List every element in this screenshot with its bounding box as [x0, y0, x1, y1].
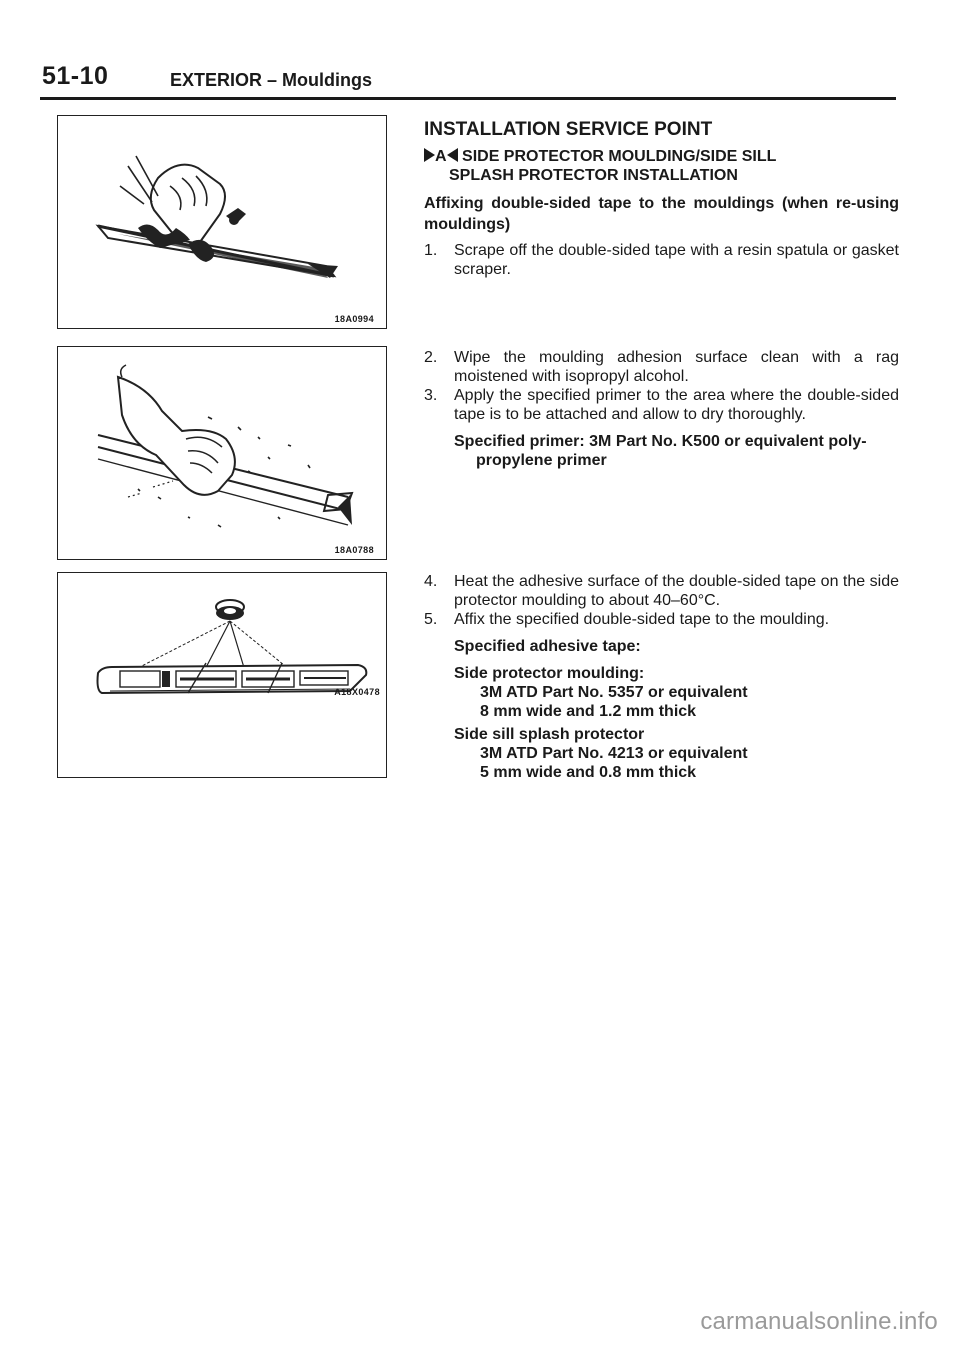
primer-line1: Specified primer: 3M Part No. K500 or equivalent poly-: [454, 433, 867, 450]
figure-wiping: [57, 346, 387, 560]
side-protector-size: 8 mm wide and 1.2 mm thick: [480, 703, 697, 720]
moulding-tape-icon: [58, 573, 386, 777]
procedure-intro: Affixing double-sided tape to the mouldings (when re-using mouldings): [424, 195, 899, 233]
step-text: Wipe the moulding adhesion surface clean with a rag moistened with isopropyl alcohol.: [454, 349, 899, 385]
watermark: carmanualsonline.info: [700, 1308, 938, 1335]
step-item: [424, 610, 899, 629]
section-heading: INSTALLATION SERVICE POINT: [424, 119, 713, 140]
figure-code: 18A0994: [334, 314, 374, 324]
primer-line2: propylene primer: [476, 452, 607, 469]
step-item: [424, 241, 899, 279]
step-number: 2.: [424, 349, 438, 366]
sill-part: 3M ATD Part No. 4213 or equivalent: [480, 745, 748, 762]
step-text: Apply the specified primer to the area where the double-sided tape is to be attached and allow to dry thoroughly.: [454, 387, 899, 423]
procedure-subheading: [424, 147, 899, 166]
step-text: Heat the adhesive surface of the double-sided tape on the side protector moulding to about 40–60°C.: [454, 573, 899, 609]
sill-size: 5 mm wide and 0.8 mm thick: [480, 764, 697, 781]
wiping-hand-icon: [58, 347, 386, 559]
tape-heading: Specified adhesive tape:: [454, 638, 641, 655]
step-number: 3.: [424, 387, 438, 404]
side-protector-part: 3M ATD Part No. 5357 or equivalent: [480, 684, 748, 701]
header-rule: [40, 97, 896, 100]
scraper-icon: [58, 116, 386, 328]
subheading-line2: SPLASH PROTECTOR INSTALLATION: [449, 167, 738, 184]
step-number: 5.: [424, 611, 438, 628]
page-number: 51-10: [42, 62, 109, 90]
step-text: Affix the specified double-sided tape to the moulding.: [454, 611, 830, 628]
side-protector-label: Side protector moulding:: [454, 665, 645, 682]
page-title: EXTERIOR – Mouldings: [170, 70, 373, 90]
tape-spec: [424, 637, 899, 782]
arrow-right-icon: [424, 148, 435, 162]
figure-scraping: [57, 115, 387, 329]
procedure-marker: A: [435, 148, 447, 165]
arrow-left-icon: [447, 148, 458, 162]
section-wipe-prime: [424, 348, 899, 470]
subheading-line1: SIDE PROTECTOR MOULDING/SIDE SILL: [462, 148, 777, 165]
sill-label: Side sill splash protector: [454, 726, 645, 743]
step-item: [424, 572, 899, 610]
step-item: [424, 348, 899, 386]
step-item: [424, 386, 899, 424]
step-number: 1.: [424, 242, 438, 259]
figure-code: 18A0788: [334, 545, 374, 555]
primer-spec: [424, 432, 899, 470]
figure-moulding-tape: [57, 572, 387, 778]
section-install: [424, 118, 899, 279]
step-text: Scrape off the double-sided tape with a resin spatula or gasket scraper.: [454, 242, 899, 278]
section-heat-affix: [424, 572, 899, 782]
step-number: 4.: [424, 573, 438, 590]
figure-code: A18X0478: [334, 687, 380, 697]
